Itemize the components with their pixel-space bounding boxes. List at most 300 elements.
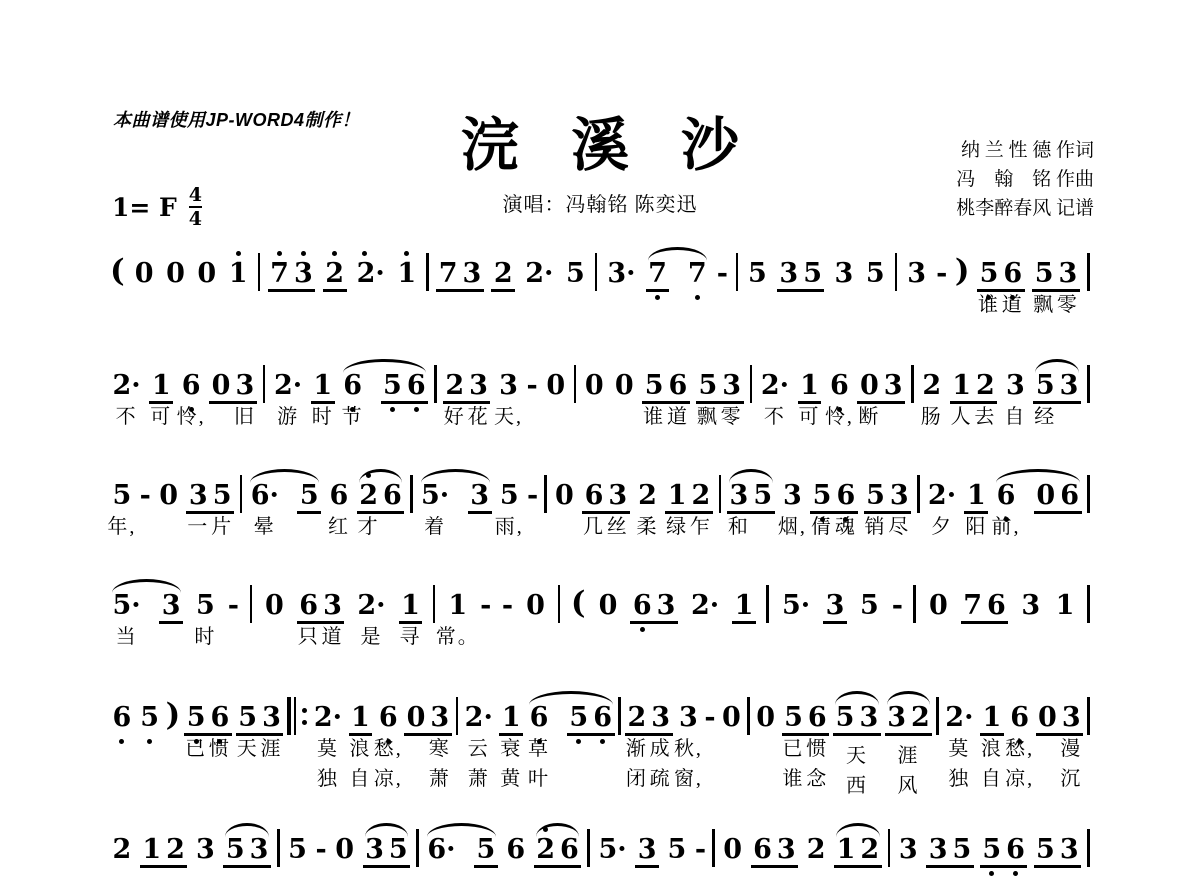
note-glyphs (885, 704, 933, 736)
note: 0 (406, 702, 426, 733)
duration-dash: - (526, 370, 538, 401)
note-glyphs (720, 704, 744, 731)
barline (719, 475, 722, 513)
note: 2 (493, 258, 513, 289)
note-group (333, 822, 357, 863)
note: 3 (887, 702, 907, 733)
note-glyphs (926, 836, 974, 868)
note: 6 愁, 凉, (373, 702, 403, 790)
note-group (381, 358, 429, 404)
lyric: 时 (311, 406, 334, 428)
octave-dot-below (989, 871, 994, 876)
note: 3 烟, (777, 480, 807, 538)
note-group (164, 246, 188, 287)
note-group (758, 358, 791, 428)
note: 2· 莫 独 (945, 702, 974, 790)
duration-dash: - (694, 834, 707, 865)
note: 3 (196, 834, 215, 865)
note-glyphs (110, 370, 143, 428)
note-group (110, 358, 143, 428)
note: 5 (835, 702, 855, 733)
note-glyphs (823, 592, 847, 624)
note-glyphs (980, 836, 1028, 868)
lyric: 去 (974, 406, 997, 428)
lyric: 好 (443, 406, 466, 428)
note: 5 (859, 590, 879, 621)
repeat-dots (302, 708, 307, 725)
note-group (140, 822, 188, 868)
note-glyphs (534, 836, 582, 868)
note-glyphs (646, 260, 670, 292)
note-group (696, 358, 744, 428)
lyric: 草 (528, 738, 550, 760)
note-group (462, 690, 495, 790)
note: 6 魂 (834, 480, 857, 538)
note-group (832, 246, 856, 287)
note: 6 愁, 凉, (1005, 702, 1035, 790)
duration-dash: - (139, 480, 151, 511)
note-group (184, 690, 232, 760)
note: 3 旧 (233, 370, 256, 428)
barline (587, 829, 590, 867)
duration-dash: - (315, 834, 327, 865)
note-group (823, 578, 847, 624)
note-glyphs (523, 260, 556, 287)
lyric: 飘 (696, 406, 719, 428)
note-glyphs (494, 480, 524, 538)
note-glyphs (236, 702, 284, 760)
maker-note: 本曲谱使用JP-WORD4制作！ (113, 110, 361, 130)
note: 0 (723, 834, 743, 865)
note: 3 寒 萧 (428, 702, 451, 790)
note: 7 (268, 260, 292, 287)
note: 3 (1059, 370, 1079, 401)
note-glyphs (612, 372, 636, 399)
note-group (194, 822, 218, 863)
note-group (596, 578, 620, 619)
note: 3 花 (467, 370, 490, 428)
lyric: 西 (845, 775, 868, 797)
lyric: 晕 (253, 516, 276, 538)
note-group (1053, 578, 1077, 619)
note: 5 天 (236, 702, 259, 760)
note-group (443, 358, 491, 428)
note: 2· 不 (112, 370, 141, 428)
note-group (157, 468, 181, 509)
note-group (272, 358, 305, 428)
note: 1 (734, 590, 754, 621)
lyric: 谁 (782, 768, 805, 790)
note-group (824, 358, 854, 428)
note-group (1005, 690, 1035, 790)
lyric: 凉, (373, 768, 403, 790)
note-glyphs (341, 370, 365, 428)
lyric: 疏 (649, 768, 672, 790)
note: 6 (560, 834, 579, 865)
note: 3 零 (720, 370, 743, 428)
note-glyphs (263, 592, 287, 619)
repeat-sign (287, 697, 307, 735)
barline (1087, 365, 1090, 403)
note-glyphs (468, 482, 492, 514)
note-group (885, 690, 933, 797)
note-glyphs (493, 370, 523, 428)
note: 5 (138, 704, 162, 731)
note-glyphs (754, 704, 778, 731)
note-group (635, 822, 659, 868)
note: 1 可 (150, 370, 173, 428)
note: 6 惯 念 (806, 702, 829, 790)
lyric: 闭 (625, 768, 648, 790)
note-glyphs (1019, 592, 1043, 619)
barline (434, 365, 437, 403)
note: 6 草 叶 (528, 702, 550, 790)
octave-dot-below (119, 739, 124, 744)
note-group (504, 822, 528, 863)
note-glyphs (527, 702, 551, 790)
note: 3 零 (1056, 258, 1079, 316)
note-glyphs (563, 260, 587, 287)
note: 0 (335, 834, 355, 865)
note-glyphs (552, 482, 576, 509)
note-glyphs (980, 702, 1004, 790)
note-glyphs (758, 370, 791, 428)
note: 0 (598, 590, 618, 621)
note-glyphs (164, 260, 188, 287)
note: 5 (299, 480, 319, 511)
music-line (110, 358, 1090, 428)
lyric: 绿 (666, 516, 689, 538)
note: 2· 夕 (927, 480, 957, 538)
note-group (226, 246, 250, 287)
lyric: 倩 (811, 516, 834, 538)
note: 3 尽 (888, 480, 911, 538)
note-glyphs (524, 592, 548, 619)
note-glyphs (311, 702, 344, 790)
barline (736, 253, 739, 291)
note-glyphs (223, 836, 271, 868)
note: 5 (753, 480, 773, 511)
note-group (721, 822, 745, 863)
duration-dash: - (716, 258, 728, 289)
note-group (297, 468, 321, 514)
barline (1087, 475, 1090, 513)
note: 5· (781, 590, 811, 621)
lyric: 念 (806, 768, 829, 790)
note-glyphs (925, 480, 958, 538)
note-group (665, 468, 713, 538)
lyric: 旧 (233, 406, 256, 428)
note-glyphs (195, 260, 219, 287)
note-group (926, 578, 950, 619)
note-group (810, 468, 858, 538)
octave-dot-above (404, 251, 409, 256)
music-line (110, 690, 1090, 797)
barline (750, 365, 753, 403)
note-group (223, 822, 271, 868)
note: 5 年, (107, 480, 137, 538)
note-glyphs (567, 704, 615, 736)
lyric: 不 (763, 406, 786, 428)
note-glyphs (186, 480, 234, 538)
barline (456, 697, 459, 735)
lyric: 漫 (1060, 738, 1083, 760)
note: 2 渐 闭 (625, 702, 648, 790)
note: 2 (112, 834, 132, 865)
note-group (357, 468, 405, 538)
note-group (1033, 358, 1081, 428)
note-glyphs (857, 370, 905, 428)
note-group (524, 578, 548, 619)
note-group (964, 468, 988, 538)
note-group (991, 468, 1021, 538)
barline (544, 475, 547, 513)
note-glyphs (977, 258, 1025, 316)
music-line (107, 468, 1090, 538)
note-glyphs (226, 260, 250, 287)
lyric: 当 (115, 626, 138, 648)
note-glyphs (248, 480, 281, 538)
note: 3 (291, 260, 315, 287)
note: 2 (534, 836, 558, 863)
note: 1 绿 (666, 480, 689, 538)
note-group (864, 468, 912, 538)
lyric: 乍 (689, 516, 712, 538)
note: 6 (630, 592, 654, 619)
note-glyphs (798, 370, 822, 428)
note: 3 和 (727, 480, 750, 538)
note-glyphs (373, 702, 403, 790)
note-group (685, 246, 709, 292)
note-group (395, 246, 419, 287)
note-glyphs (157, 482, 181, 509)
note-group (777, 246, 825, 292)
note-glyphs (605, 260, 638, 287)
note: 5 时 (194, 590, 217, 648)
note: 1 人 (950, 370, 973, 428)
duration-dash: - (227, 590, 239, 621)
octave-dot-below (414, 407, 419, 412)
note-group (209, 358, 257, 428)
barline (426, 253, 429, 291)
lyric: 浪 (349, 738, 372, 760)
note: 0 (554, 480, 574, 511)
note-glyphs (443, 370, 491, 428)
slur-group (425, 822, 498, 868)
note: 6 (591, 704, 615, 731)
note: 6 (110, 704, 134, 731)
octave-dot-above (301, 251, 306, 256)
note-glyphs (1034, 482, 1082, 514)
note: 6 (753, 834, 772, 865)
note: 6 红 (327, 480, 350, 538)
note-glyphs (355, 590, 388, 648)
lyric: 节 (341, 406, 364, 428)
note-group (373, 690, 403, 790)
barline (888, 829, 891, 867)
octave-dot-above (332, 251, 337, 256)
note: 6 只 (297, 590, 320, 648)
lyric: 涯 (260, 738, 283, 760)
note-group (563, 246, 587, 287)
note-group (625, 690, 673, 790)
note-glyphs (354, 260, 387, 287)
lyric: 凉, (1005, 768, 1035, 790)
note-glyphs (176, 370, 206, 428)
note: 2 好 (443, 370, 466, 428)
note-group (582, 358, 606, 399)
note: 3 (1059, 834, 1079, 865)
note-glyphs (1003, 370, 1027, 428)
note: 5 (476, 834, 496, 865)
lyric: 时 (194, 626, 217, 648)
note-group (1034, 822, 1082, 868)
note-glyphs (746, 260, 770, 287)
note-group (349, 690, 373, 790)
lyric: 天 (236, 738, 259, 760)
note-glyphs (834, 836, 882, 868)
barline (913, 585, 916, 623)
slur-group (646, 246, 710, 292)
note: 3 丝 (606, 480, 629, 538)
note: 5 (288, 834, 307, 865)
note-group (534, 822, 582, 868)
note-glyphs (349, 702, 373, 790)
repeat-dot (302, 708, 307, 713)
lyric: 寒 (428, 738, 451, 760)
note-group (311, 690, 344, 790)
note: 5 倩 (811, 480, 834, 538)
page-title: 浣溪沙 (460, 111, 791, 179)
octave-dot-below (390, 407, 395, 412)
note: 6 (506, 834, 526, 865)
note-group (896, 822, 920, 863)
note: 1 (226, 260, 250, 287)
note: 5 (748, 258, 767, 289)
note: 5· 着 (421, 480, 450, 538)
octave-dot-below (1013, 871, 1018, 876)
note-glyphs (462, 702, 495, 790)
note: 6 (987, 590, 1006, 621)
note: 2· (354, 260, 387, 287)
slur-group (341, 358, 428, 428)
note-glyphs (159, 592, 183, 624)
note-group (863, 246, 887, 287)
note: 6· (427, 834, 456, 865)
note-glyphs (964, 480, 988, 538)
octave-dot-below (147, 739, 152, 744)
note: 3 (776, 834, 796, 865)
note-group (646, 246, 670, 292)
note-group (798, 358, 822, 428)
note-group (399, 578, 423, 648)
note-glyphs (833, 704, 881, 736)
note: 1 阳 (965, 480, 988, 538)
note-glyphs (732, 592, 756, 624)
note: 6 怜, (824, 370, 854, 428)
note: 1 (836, 834, 856, 865)
lyric: 断 (858, 406, 881, 428)
lyric: 肠 (920, 406, 943, 428)
note: 1 (395, 260, 419, 287)
lyric: 可 (150, 406, 173, 428)
note-glyphs (832, 260, 856, 287)
lyric: 愁, (373, 738, 403, 760)
note: 7 (646, 260, 670, 287)
note-glyphs (1034, 836, 1082, 868)
barline (558, 585, 561, 623)
time-signature-numerator: 4 (188, 184, 203, 206)
note-glyphs (297, 482, 321, 514)
note-group (327, 468, 351, 538)
note-glyphs (132, 260, 156, 287)
barline (433, 585, 436, 623)
note-group (777, 468, 807, 538)
note-glyphs (1032, 258, 1080, 316)
note-group (110, 578, 143, 648)
note-group (138, 690, 162, 731)
note-glyphs (399, 590, 423, 648)
note-group (1003, 358, 1027, 428)
note-group (636, 468, 660, 538)
note-glyphs (209, 370, 257, 428)
note-glyphs (943, 702, 976, 790)
note-glyphs (864, 480, 912, 538)
barline (250, 585, 253, 623)
note: 0 (1038, 702, 1057, 733)
note-group (961, 578, 1009, 624)
note-group (236, 690, 284, 760)
note-glyphs (636, 480, 660, 538)
lyric: 红 (327, 516, 350, 538)
lyric: 沉 (1060, 768, 1083, 790)
music-line (110, 246, 1090, 316)
barline (258, 253, 261, 291)
note: 3 (928, 834, 948, 865)
note: 2· (690, 590, 720, 621)
note-group (754, 690, 778, 731)
lyric: 自 (980, 768, 1003, 790)
note: 2· (525, 258, 554, 289)
note-group (833, 690, 881, 797)
note-group (435, 578, 480, 648)
barline (1087, 253, 1090, 291)
repeat-bar-thick (287, 697, 291, 735)
lyric: 莫 (316, 738, 339, 760)
note: 1 (142, 834, 162, 865)
note: 2· 是 (357, 590, 386, 648)
note: 2 柔 (636, 480, 659, 538)
note-glyphs (582, 480, 630, 538)
barline (1087, 829, 1090, 867)
barline (595, 253, 598, 291)
note: 3 天, (493, 370, 523, 428)
note-glyphs (857, 592, 881, 619)
note-glyphs (1033, 370, 1081, 428)
slur-group (991, 468, 1081, 538)
barline (936, 697, 939, 735)
note: 0 (134, 258, 154, 289)
note-glyphs (727, 480, 775, 538)
note: 5 (865, 258, 885, 289)
note: 3 (859, 702, 879, 733)
note-group (720, 690, 744, 731)
note-glyphs (297, 590, 345, 648)
note-group (186, 468, 234, 538)
note-glyphs (1053, 592, 1077, 619)
lyric: 独 (948, 768, 971, 790)
barline (574, 365, 577, 403)
